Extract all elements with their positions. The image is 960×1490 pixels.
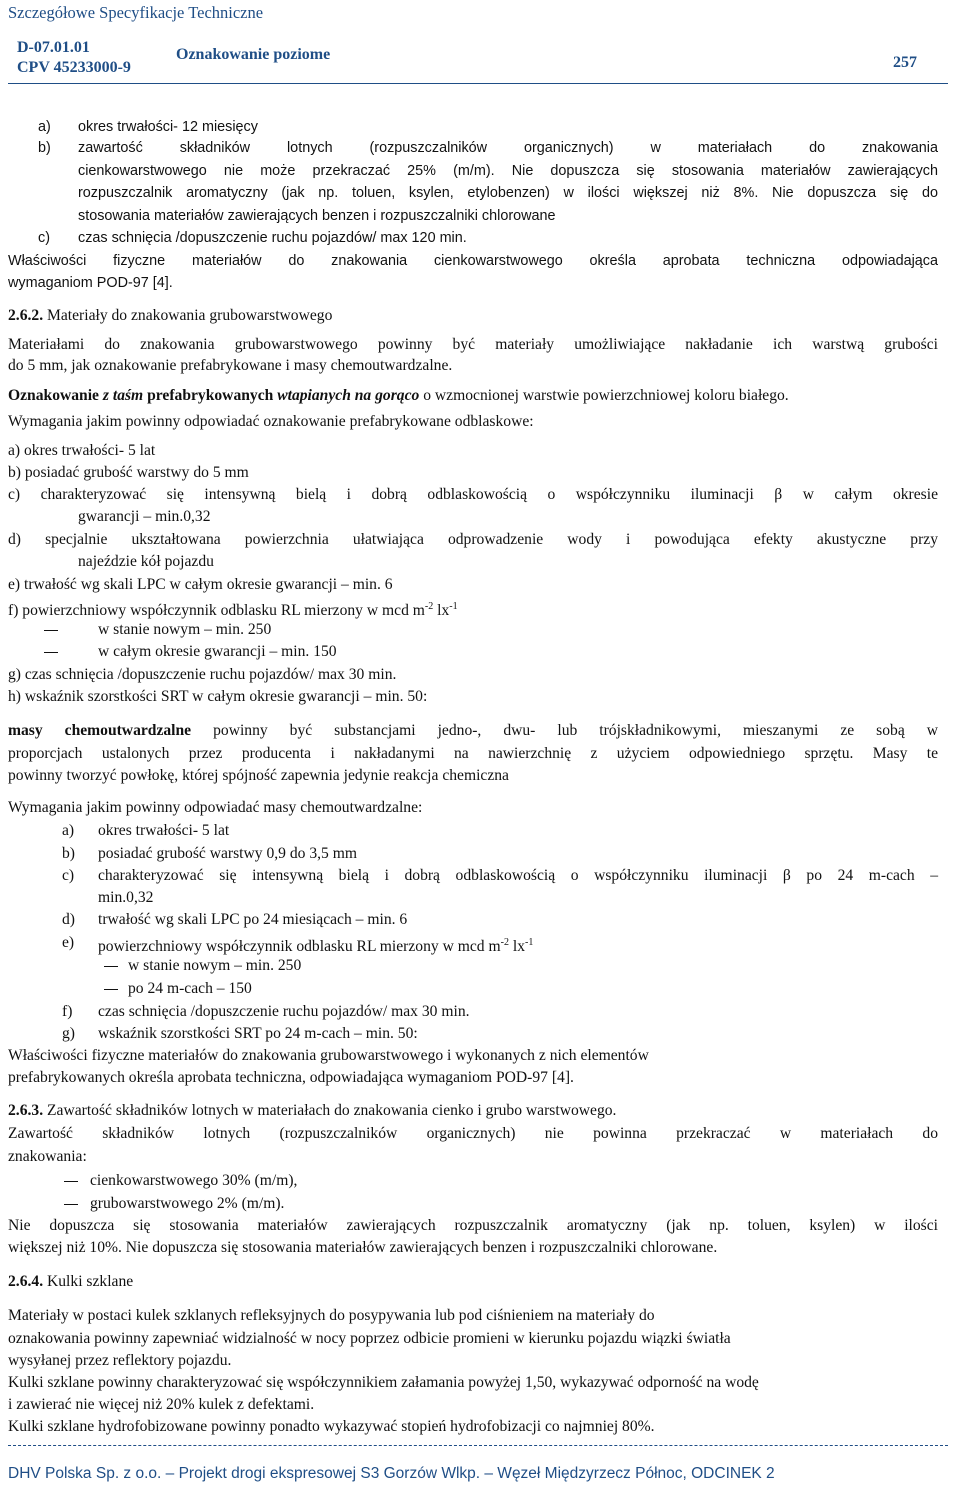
paragraph-line: powinny tworzyć powłokę, której spójność zapewnia jedynie reakcja chemiczna bbox=[8, 767, 509, 784]
header-title: Szczegółowe Specyfikacje Techniczne bbox=[8, 3, 264, 22]
list-item: a) okres trwałości- 5 lat bbox=[8, 442, 156, 459]
dash-bullet bbox=[44, 630, 58, 631]
paragraph-line: do 5 mm, jak oznakowanie prefabrykowane i masy chemoutwardzalne. bbox=[8, 357, 453, 374]
header-divider bbox=[8, 83, 948, 84]
requirements-intro: Wymagania jakim powinny odpowiadać oznakowanie prefabrykowane odblaskowe: bbox=[8, 413, 534, 430]
list-item: wskaźnik szorstkości SRT po 24 m-cach – min. 50: bbox=[98, 1025, 418, 1042]
list-item: posiadać grubość warstwy 0,9 do 3,5 mm bbox=[98, 845, 357, 862]
section-heading-text: Zawartość składników lotnych w materiałach do znakowania cienko i grubo warstwowego. bbox=[47, 1102, 617, 1119]
emphasis-text: wtapianych na gorąco bbox=[277, 387, 420, 404]
section-heading-264 bbox=[8, 1272, 133, 1292]
list-label: d) bbox=[62, 911, 75, 928]
sub-item: grubowarstwowego 2% (m/m). bbox=[90, 1195, 285, 1212]
emphasis-text: masy chemoutwardzalne bbox=[8, 722, 192, 739]
list-label: a) bbox=[62, 822, 75, 839]
dash-bullet bbox=[64, 1204, 78, 1205]
list-label: f) bbox=[62, 1003, 73, 1020]
superscript: -2 bbox=[500, 937, 509, 948]
section-number: 2.6.4. bbox=[8, 1273, 44, 1290]
list-item-b-line1: zawartość składników lotnych (rozpuszczalników organicznych) w materiałach do znakowania bbox=[78, 140, 938, 156]
list-item-a: okres trwałości- 12 miesięcy bbox=[78, 119, 258, 135]
list-item: czas schnięcia /dopuszczenie ruchu pojazdów/ max 30 min. bbox=[98, 1003, 470, 1020]
list-item: c) charakteryzować się intensywną bielą i dobrą odblaskowością o współczynniku iluminacji β w całym okresie bbox=[8, 486, 938, 503]
list-label: g) bbox=[62, 1025, 75, 1042]
list-label-a: a) bbox=[38, 119, 51, 135]
section-number: 2.6.3. bbox=[8, 1102, 44, 1119]
list-item bbox=[98, 933, 533, 957]
list-item-b-line2: cienkowarstwowego nie może przekraczać 25% (m/m). Nie dopuszcza się stosowania materiałów zawierających bbox=[78, 163, 938, 179]
footer-divider bbox=[8, 1445, 948, 1446]
masy-paragraph-line1 bbox=[8, 721, 938, 741]
sub-item: w całym okresie gwarancji – min. 150 bbox=[98, 643, 337, 660]
unit-text: lx bbox=[508, 938, 525, 955]
list-item: g) czas schnięcia /dopuszczenie ruchu pojazdów/ max 30 min. bbox=[8, 666, 397, 683]
superscript: -2 bbox=[424, 601, 434, 612]
section-heading-text: Kulki szklane bbox=[47, 1273, 134, 1290]
footer-text: DHV Polska Sp. z o.o. – Projekt drogi ekspresowej S3 Gorzów Wlkp. – Węzeł Międzyrzecz Północ, ODCINEK 2 bbox=[8, 1465, 775, 1482]
list-item-continuation: gwarancji – min.0,32 bbox=[78, 508, 211, 525]
paragraph-line: większej niż 10%. Nie dopuszcza się stosowania materiałów zawierających benzen i rozpuszczalniki chlorowane. bbox=[8, 1239, 718, 1256]
section-heading-263 bbox=[8, 1101, 616, 1121]
dash-bullet bbox=[104, 989, 118, 990]
superscript: -1 bbox=[525, 937, 534, 948]
paragraph-line: prefabrykowanych określa aprobata techniczna, odpowiadająca wymaganiom POD-97 [4]. bbox=[8, 1069, 574, 1086]
list-item-c: czas schnięcia /dopuszczenie ruchu pojazdów/ max 120 min. bbox=[78, 230, 467, 246]
spec-code bbox=[17, 38, 131, 78]
paragraph-line: Właściwości fizyczne materiałów do znakowania grubowarstwowego i wykonanych z nich elementów bbox=[8, 1047, 649, 1064]
superscript: -1 bbox=[449, 601, 458, 612]
list-item: okres trwałości- 5 lat bbox=[98, 822, 230, 839]
paragraph-line: znakowania: bbox=[8, 1148, 87, 1165]
list-item: charakteryzować się intensywną bielą i dobrą odblaskowością o współczynniku iluminacji β po 24 m-cach – bbox=[98, 867, 938, 884]
paragraph-line: Nie dopuszcza się stosowania materiałów zawierających rozpuszczalnik aromatyczny (jak np. toluen, ksylen) w ilości bbox=[8, 1217, 938, 1234]
emphasis-text: Oznakowanie bbox=[8, 387, 99, 404]
sub-item: w stanie nowym – min. 250 bbox=[98, 621, 272, 638]
list-item: trwałość wg skali LPC po 24 miesiącach – min. 6 bbox=[98, 911, 408, 928]
paragraph-text: powinny być substancjami jedno-, dwu- lub trójskładnikowymi, mieszanymi ze sobą w bbox=[213, 722, 938, 739]
dash-bullet bbox=[64, 1181, 78, 1182]
dash-bullet bbox=[44, 652, 58, 653]
list-label-c: c) bbox=[38, 230, 50, 246]
sub-item: w stanie nowym – min. 250 bbox=[128, 957, 302, 974]
unit-text: lx bbox=[433, 602, 450, 619]
paragraph-line: Zawartość składników lotnych (rozpuszczalników organicznych) nie powinna przekraczać w materiałach do bbox=[8, 1125, 938, 1142]
dash-bullet bbox=[104, 966, 118, 967]
section-number: 2.6.2. bbox=[8, 307, 44, 324]
page-number: 257 bbox=[893, 54, 917, 71]
paragraph-line: Materiały w postaci kulek szklanych refleksyjnych do posypywania lub pod ciśnieniem na materiały do bbox=[8, 1307, 655, 1324]
list-item: e) trwałość wg skali LPC w całym okresie gwarancji – min. 6 bbox=[8, 576, 393, 593]
list-item-continuation: min.0,32 bbox=[98, 889, 154, 906]
list-item bbox=[8, 597, 458, 621]
paragraph-text: o wzmocnionej warstwie powierzchniowej koloru białego. bbox=[423, 387, 789, 404]
sub-item: cienkowarstwowego 30% (m/m), bbox=[90, 1172, 298, 1189]
list-item: b) posiadać grubość warstwy do 5 mm bbox=[8, 464, 249, 481]
list-label-b: b) bbox=[38, 140, 51, 156]
paragraph-line: Materiałami do znakowania grubowarstwowego powinny być materiały umożliwiające nakładanie ich warstwą grubości bbox=[8, 336, 938, 353]
list-item-text: f) powierzchniowy współczynnik odblasku RL mierzony w mcd m bbox=[8, 602, 425, 619]
paragraph-line: wysyłanej przez reflektory pojazdu. bbox=[8, 1352, 232, 1369]
paragraph-line: oznakowania powinny zapewniać widzialność w nocy poprzez odbicie promieni w kierunku pojazdu wiązki światła bbox=[8, 1330, 731, 1347]
paragraph-line: wymaganiom POD-97 [4]. bbox=[8, 275, 173, 291]
list-item-b-line4: stosowania materiałów zawierających benzen i rozpuszczalniki chlorowane bbox=[78, 208, 556, 224]
requirements-intro: Wymagania jakim powinny odpowiadać masy chemoutwardzalne: bbox=[8, 799, 423, 816]
list-label: b) bbox=[62, 845, 75, 862]
prefab-intro bbox=[8, 386, 789, 406]
paragraph-line: Kulki szklane hydrofobizowane powinny ponadto wykazywać stopień hydrofobizacji co najmniej 80%. bbox=[8, 1418, 655, 1435]
cpv-code: CPV 45233000-9 bbox=[17, 59, 131, 76]
list-item: h) wskaźnik szorstkości SRT w całym okresie gwarancji – min. 50: bbox=[8, 688, 428, 705]
paragraph-line: proporcjach ustalonych przez producenta i nakładanymi na nawierzchnię z użyciem odpowiedniego sprzętu. Masy te bbox=[8, 745, 938, 762]
list-item-continuation: najeździe kół pojazdu bbox=[78, 553, 214, 570]
list-item: d) specjalnie ukształtowana powierzchnia ułatwiająca odprowadzenie wody i powodująca efekty akustyczne przy bbox=[8, 531, 938, 548]
emphasis-text: prefabrykowanych bbox=[147, 387, 274, 404]
list-item-b-line3: rozpuszczalnik aromatyczny (jak np. toluen, ksylen, etylobenzen) w ilości większej niż 8%. Nie dopuszcza się do bbox=[78, 185, 938, 201]
section-heading-262 bbox=[8, 306, 332, 326]
paragraph-line: Właściwości fizyczne materiałów do znakowania cienkowarstwowego określa aprobata techniczna odpowiadająca bbox=[8, 253, 938, 269]
section-heading-text: Materiały do znakowania grubowarstwowego bbox=[47, 307, 333, 324]
paragraph-line: Kulki szklane powinny charakteryzować się współczynnikiem załamania powyżej 1,50, wykazywać odporność na wodę bbox=[8, 1374, 759, 1391]
paragraph-line: i zawierać nie więcej niż 20% kulek z defektami. bbox=[8, 1396, 315, 1413]
sub-item: po 24 m-cach – 150 bbox=[128, 980, 252, 997]
list-label: c) bbox=[62, 867, 75, 884]
list-label: e) bbox=[62, 934, 75, 951]
section-title: Oznakowanie poziome bbox=[176, 46, 331, 63]
spec-number: D-07.01.01 bbox=[17, 39, 90, 56]
list-item-text: powierzchniowy współczynnik odblasku RL mierzony w mcd m bbox=[98, 938, 501, 955]
emphasis-text: z taśm bbox=[102, 387, 144, 404]
